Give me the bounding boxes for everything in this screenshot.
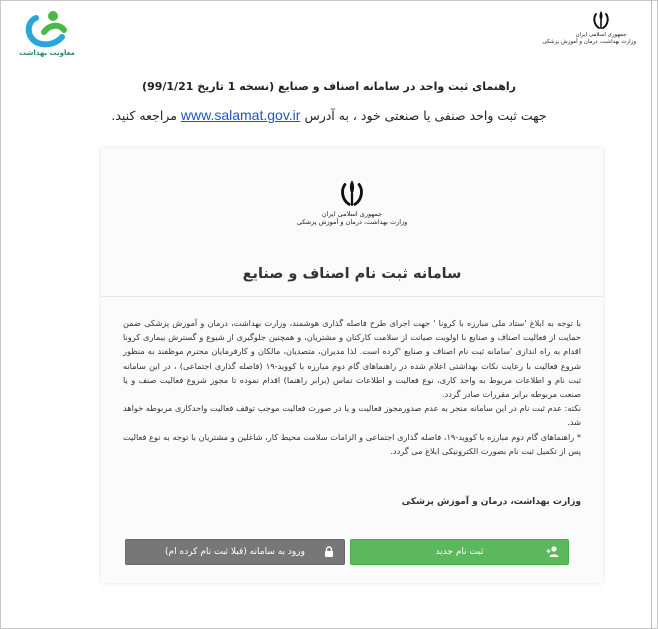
card-emblem-caption-line2: وزارت بهداشت، درمان و آموزش پزشکی xyxy=(296,218,408,226)
add-user-icon xyxy=(546,545,560,559)
guidelines-paragraph: * راهنماهای گام دوم مبارزه با کووید-۱۹، فاصله گذاری اجتماعی و الزامات سلامت محیط کار، شاغلین و مشتریان با توجه به نوع فعالیت پس از تکمیل ثبت نام بصورت الکترونیکی ابلاغ می گردد. xyxy=(123,431,581,456)
margin-rule xyxy=(651,0,652,629)
ministry-caption-line2: وزارت بهداشت، درمان و آموزش پزشکی xyxy=(542,39,636,45)
iran-emblem-icon xyxy=(335,176,369,210)
card-divider xyxy=(101,296,603,297)
health-logo-icon xyxy=(24,10,70,48)
lock-icon xyxy=(322,545,336,559)
intro-line xyxy=(40,107,618,123)
health-logo-caption: معاونت بهداشت xyxy=(19,49,75,57)
health-deputy-logo xyxy=(14,10,80,57)
ministry-logo xyxy=(542,8,636,46)
ministry-signature: وزارت بهداشت، درمان و آموزش پزشکی xyxy=(401,497,581,507)
card-emblem xyxy=(101,176,603,226)
login-label: ورود به سامانه (قبلا ثبت نام کرده ام) xyxy=(165,547,305,557)
intro-text-after: مراجعه کنید. xyxy=(111,108,177,123)
ministry-caption-line1: جمهوری اسلامی ایران xyxy=(575,32,627,38)
document-title: راهنمای ثبت واحد در سامانه اصناف و صنایع (نسخه 1 تاریخ 99/1/21) xyxy=(142,80,516,93)
salamat-link[interactable]: www.salamat.gov.ir xyxy=(180,107,301,123)
system-title: سامانه ثبت نام اصناف و صنایع xyxy=(242,266,462,282)
login-button[interactable] xyxy=(125,539,345,565)
description-paragraph: با توجه به ابلاغ 'ستاد ملی مبارزه با کرونا ' جهت اجرای طرح فاصله گذاری هوشمند، وزارت بهداشت، درمان و آموزش پزشکی ضمن حمایت از فعالیت اصناف و صنایع با اولویت صیانت از سلامت کارکنان و مشتریان، و همچنین جلوگیری از شیوع و گسترش بیماری کرونا اقدام به راه اندازی 'سامانه ثبت نام اصناف و صنایع 'کرده است. لذا مدیران، متصدیان، مالکان و کارفرمایان محترم موظفند به منظور شروع فعالیت با رعایت نکات بهداشتی اعلام شده در راهنماهای گام دوم مبارزه با کووید-۱۹ (فاصله گذاری اجتماعی) ، در این سامانه ثبت نام و اطلاعات مربوط به واحد کاری، نوع فعالیت و اطلاعات تماس (برابر راهنما) اقدام نموده تا مجوز شروع فعالیت صنف و یا صنعت مربوطه برابر مقررات صادر گردد. xyxy=(123,318,581,400)
note-paragraph: نکته: عدم ثبت نام در این سامانه منجر به عدم صدورمجوز فعالیت و یا در صورت فعالیت موجب توقف فعالیت واحدکاری مربوطه خواهد شد. xyxy=(123,403,581,428)
registration-system-screenshot xyxy=(101,148,603,583)
intro-text-before: جهت ثبت واحد صنفی یا صنعتی خود ، به آدرس xyxy=(304,108,547,123)
iran-emblem-icon xyxy=(589,8,613,32)
card-emblem-caption-line1: جمهوری اسلامی ایران xyxy=(321,210,383,218)
system-description xyxy=(123,316,581,458)
new-registration-label: ثبت نام جدید xyxy=(435,547,484,557)
new-registration-button[interactable] xyxy=(350,539,569,565)
